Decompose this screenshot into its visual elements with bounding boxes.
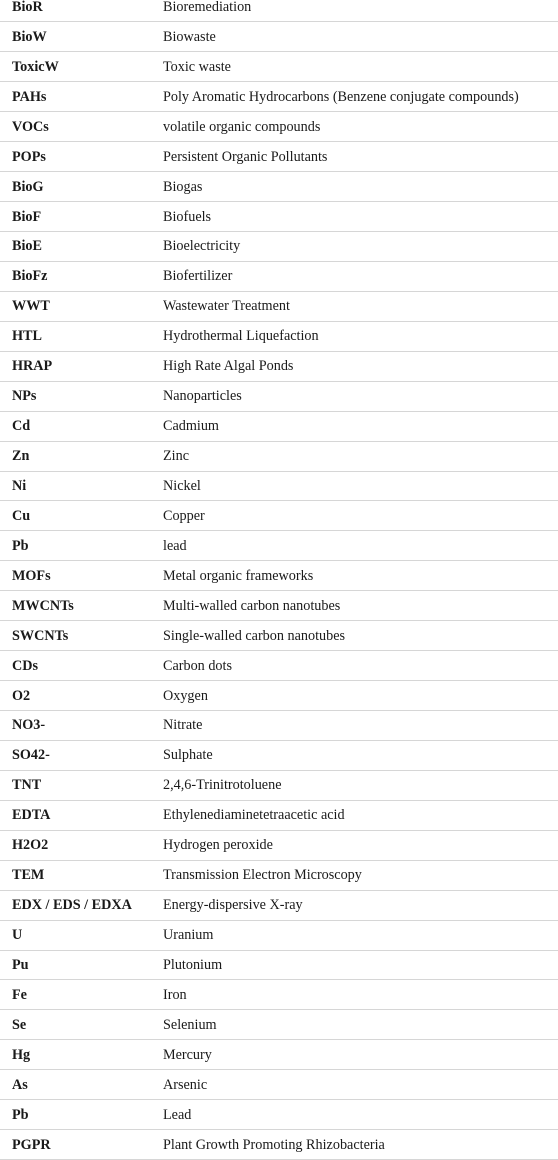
abbreviation-cell: WWT	[0, 291, 160, 321]
table-row	[0, 711, 558, 741]
abbreviation-cell: Cu	[0, 501, 160, 531]
abbreviation-cell: Se	[0, 1010, 160, 1040]
definition-cell: Iron	[160, 980, 558, 1010]
table-row	[0, 770, 558, 800]
definition-cell: High Rate Algal Ponds	[160, 351, 558, 381]
definition-cell: Selenium	[160, 1010, 558, 1040]
table-row	[0, 261, 558, 291]
abbreviation-cell: EDX / EDS / EDXA	[0, 890, 160, 920]
abbreviation-cell: H2O2	[0, 830, 160, 860]
definition-cell: Energy-dispersive X-ray	[160, 890, 558, 920]
definition-cell: Plant Growth Promoting Rhizobacteria	[160, 1130, 558, 1160]
abbreviation-cell: TEM	[0, 860, 160, 890]
definition-cell: Zinc	[160, 441, 558, 471]
table-row	[0, 82, 558, 112]
table-row	[0, 800, 558, 830]
definition-cell: Wastewater Treatment	[160, 291, 558, 321]
table-row	[0, 561, 558, 591]
abbreviation-cell: VOCs	[0, 112, 160, 142]
abbreviation-cell: BioE	[0, 232, 160, 262]
table-row	[0, 1100, 558, 1130]
definition-cell: volatile organic compounds	[160, 112, 558, 142]
table-row	[0, 860, 558, 890]
definition-cell: Multi-walled carbon nanotubes	[160, 591, 558, 621]
abbreviation-cell: NO3-	[0, 711, 160, 741]
abbreviation-cell: MOFs	[0, 561, 160, 591]
abbreviation-cell: HRAP	[0, 351, 160, 381]
table-row	[0, 52, 558, 82]
abbreviation-cell: Fe	[0, 980, 160, 1010]
table-row	[0, 980, 558, 1010]
table-row	[0, 202, 558, 232]
abbreviation-cell: Ni	[0, 471, 160, 501]
abbreviation-cell: ToxicW	[0, 52, 160, 82]
table-row	[0, 950, 558, 980]
table-row	[0, 441, 558, 471]
table-row	[0, 501, 558, 531]
definition-cell: Poly Aromatic Hydrocarbons (Benzene conjugate compounds)	[160, 82, 558, 112]
table-row	[0, 621, 558, 651]
definition-cell: Transmission Electron Microscopy	[160, 860, 558, 890]
abbreviation-cell: Hg	[0, 1040, 160, 1070]
abbreviation-cell: SO42-	[0, 740, 160, 770]
table-row	[0, 681, 558, 711]
abbreviation-cell: BioG	[0, 172, 160, 202]
definition-cell: Nitrate	[160, 711, 558, 741]
definition-cell: Biofertilizer	[160, 261, 558, 291]
table-row	[0, 1130, 558, 1160]
table-row	[0, 531, 558, 561]
abbreviation-cell: EDTA	[0, 800, 160, 830]
abbreviation-cell: U	[0, 920, 160, 950]
definition-cell: Plutonium	[160, 950, 558, 980]
definition-cell: Arsenic	[160, 1070, 558, 1100]
abbreviation-cell: BioR	[0, 0, 160, 22]
abbreviation-cell: SWCNTs	[0, 621, 160, 651]
abbreviation-cell: BioFz	[0, 261, 160, 291]
table-row	[0, 232, 558, 262]
table-row	[0, 112, 558, 142]
definition-cell: Uranium	[160, 920, 558, 950]
table-row	[0, 1040, 558, 1070]
table-row	[0, 22, 558, 52]
definition-cell: lead	[160, 531, 558, 561]
definition-cell: Biogas	[160, 172, 558, 202]
table-row	[0, 142, 558, 172]
definition-cell: Lead	[160, 1100, 558, 1130]
definition-cell: Oxygen	[160, 681, 558, 711]
table-row	[0, 351, 558, 381]
definition-cell: Bioelectricity	[160, 232, 558, 262]
definition-cell: Nickel	[160, 471, 558, 501]
table-row	[0, 1070, 558, 1100]
abbreviation-cell: Cd	[0, 411, 160, 441]
abbreviation-cell: Pu	[0, 950, 160, 980]
abbreviation-cell: Pb	[0, 531, 160, 561]
table-row	[0, 890, 558, 920]
abbreviation-cell: As	[0, 1070, 160, 1100]
abbreviation-cell: POPs	[0, 142, 160, 172]
definition-cell: Metal organic frameworks	[160, 561, 558, 591]
abbreviation-cell: MWCNTs	[0, 591, 160, 621]
definition-cell: Mercury	[160, 1040, 558, 1070]
definition-cell: Ethylenediaminetetraacetic acid	[160, 800, 558, 830]
table-row	[0, 411, 558, 441]
abbreviation-cell: PAHs	[0, 82, 160, 112]
definition-cell: Persistent Organic Pollutants	[160, 142, 558, 172]
definition-cell: Carbon dots	[160, 651, 558, 681]
table-row	[0, 291, 558, 321]
definition-cell: Sulphate	[160, 740, 558, 770]
definition-cell: Bioremediation	[160, 0, 558, 22]
table-row	[0, 830, 558, 860]
table-row	[0, 321, 558, 351]
table-row	[0, 471, 558, 501]
table-row	[0, 1010, 558, 1040]
abbreviation-cell: BioF	[0, 202, 160, 232]
abbreviation-cell: TNT	[0, 770, 160, 800]
abbreviation-cell: O2	[0, 681, 160, 711]
table-row	[0, 172, 558, 202]
definition-cell: Biowaste	[160, 22, 558, 52]
definition-cell: Nanoparticles	[160, 381, 558, 411]
abbreviation-cell: BioW	[0, 22, 160, 52]
abbreviation-cell: PGPR	[0, 1130, 160, 1160]
definition-cell: Biofuels	[160, 202, 558, 232]
table-row	[0, 651, 558, 681]
definition-cell: Copper	[160, 501, 558, 531]
abbreviation-cell: Zn	[0, 441, 160, 471]
definition-cell: Single-walled carbon nanotubes	[160, 621, 558, 651]
table-row	[0, 740, 558, 770]
definition-cell: Cadmium	[160, 411, 558, 441]
table-row	[0, 591, 558, 621]
definition-cell: Hydrogen peroxide	[160, 830, 558, 860]
table-row	[0, 920, 558, 950]
abbreviation-cell: HTL	[0, 321, 160, 351]
table-row	[0, 381, 558, 411]
abbreviation-cell: Pb	[0, 1100, 160, 1130]
abbreviation-cell: CDs	[0, 651, 160, 681]
definition-cell: Toxic waste	[160, 52, 558, 82]
definition-cell: Hydrothermal Liquefaction	[160, 321, 558, 351]
definition-cell: 2,4,6-Trinitrotoluene	[160, 770, 558, 800]
abbreviation-cell: NPs	[0, 381, 160, 411]
table-row	[0, 0, 558, 22]
